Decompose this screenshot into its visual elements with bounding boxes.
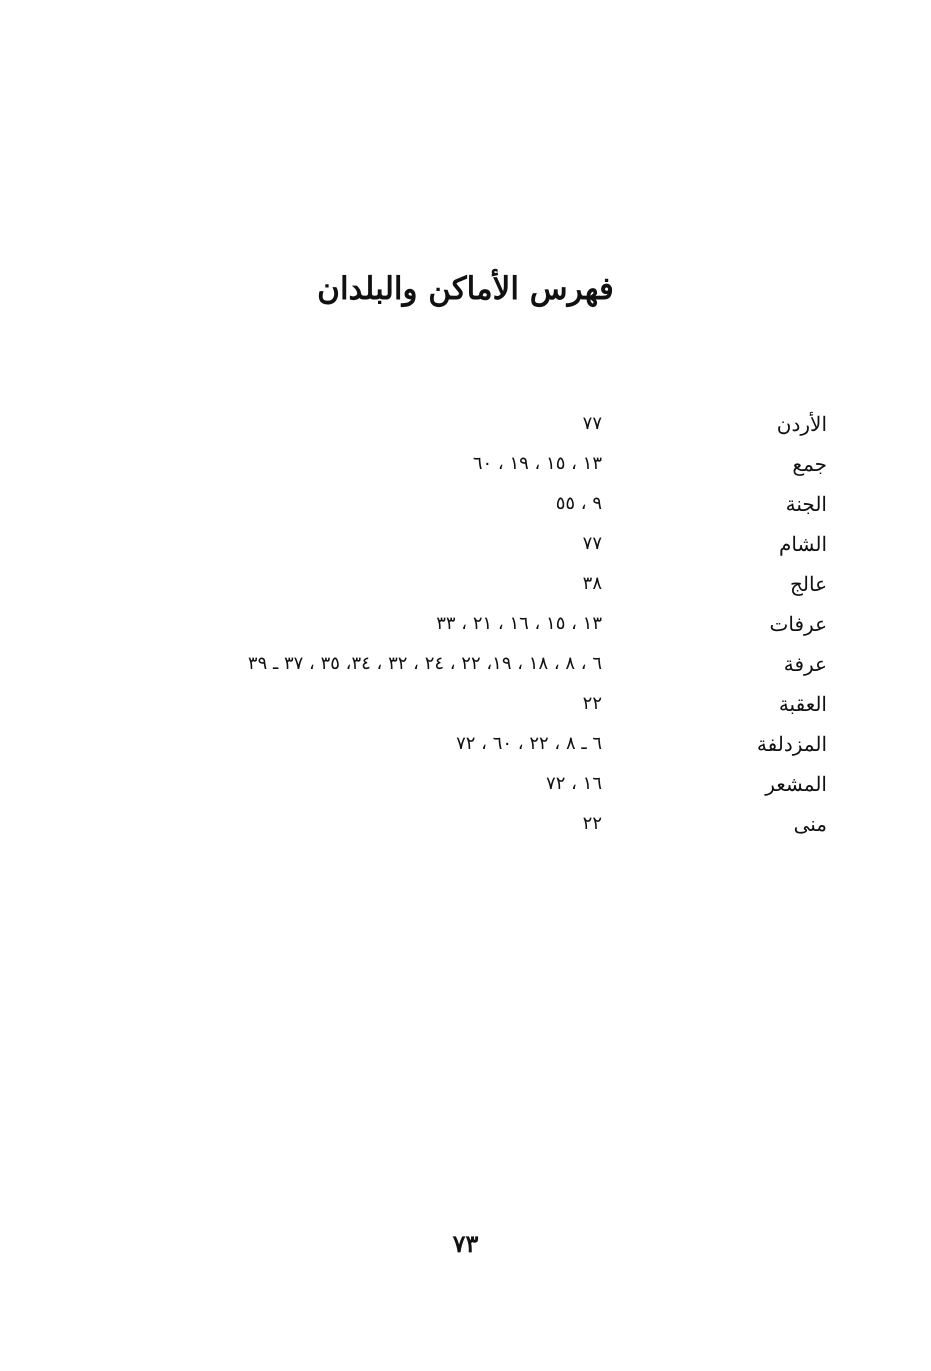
index-entry — [107, 684, 827, 724]
place-name: المشعر — [765, 772, 827, 796]
index-entry — [107, 604, 827, 644]
page-references: ٢٢ — [582, 813, 602, 834]
page-references: ١٣ ، ١٥ ، ١٦ ، ٢١ ، ٣٣ — [436, 613, 602, 634]
place-name: العقبة — [778, 692, 827, 716]
index-entry — [107, 404, 827, 444]
page-references: ٩ ، ٥٥ — [555, 493, 602, 514]
places-index-list — [107, 404, 827, 844]
index-entry — [107, 444, 827, 484]
index-entry — [107, 764, 827, 804]
page-references: ٣٨ — [582, 573, 602, 594]
place-name: عالج — [789, 572, 827, 596]
page-references: ٢٢ — [582, 693, 602, 714]
place-name: جمع — [792, 452, 827, 476]
index-entry — [107, 484, 827, 524]
page-references: ٦ ـ ٨ ، ٢٢ ، ٦٠ ، ٧٢ — [456, 733, 602, 754]
page-references: ٧٧ — [582, 413, 602, 434]
page-references: ١٣ ، ١٥ ، ١٩ ، ٦٠ — [472, 453, 602, 474]
place-name: الشام — [779, 532, 827, 556]
index-entry — [107, 564, 827, 604]
place-name: عرفات — [769, 612, 827, 636]
index-entry — [107, 524, 827, 564]
index-entry — [107, 644, 827, 684]
page-references: ٧٧ — [582, 533, 602, 554]
page-number: ٧٣ — [452, 1229, 479, 1258]
place-name: الجنة — [785, 492, 827, 516]
place-name: منى — [793, 812, 827, 836]
place-name: الأردن — [776, 412, 827, 436]
place-name: عرفة — [783, 652, 827, 676]
page-references: ٦ ، ٨ ، ١٨ ، ١٩، ٢٢ ، ٢٤ ، ٣٢ ، ٣٤، ٣٥ ، ٣٧ ـ ٣٩ — [247, 653, 602, 674]
page-title: فهرس الأماكن والبلدان — [317, 270, 614, 307]
index-entry — [107, 724, 827, 764]
page-references: ١٦ ، ٧٢ — [546, 773, 602, 794]
place-name: المزدلفة — [756, 732, 827, 756]
index-entry — [107, 804, 827, 844]
